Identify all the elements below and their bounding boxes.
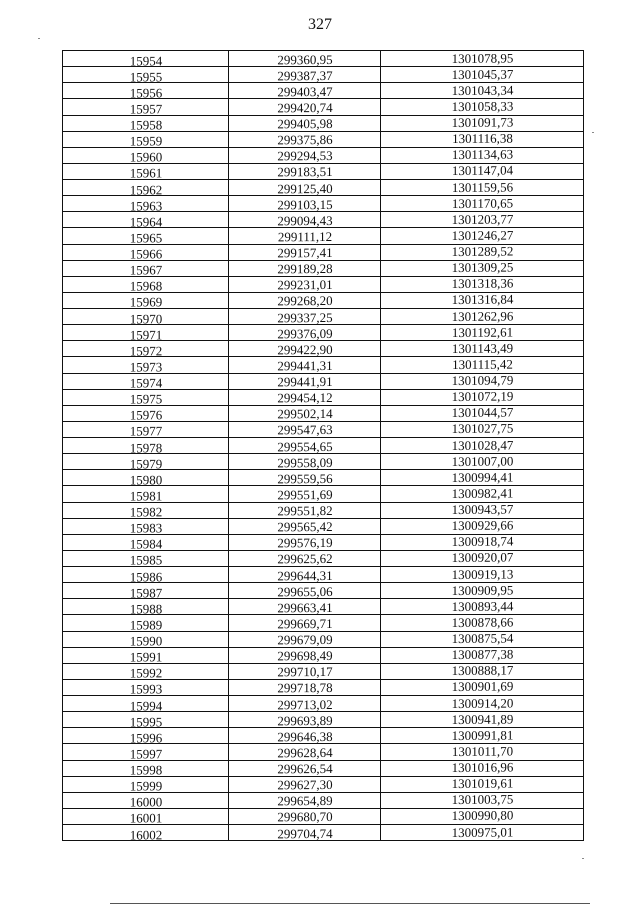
point-number-cell: 16001: [63, 809, 229, 826]
y-coordinate-cell: 1301044,57: [381, 403, 584, 421]
point-number-cell: 15959: [63, 132, 229, 149]
point-number-cell: 15970: [63, 309, 229, 326]
scan-edge-line: [110, 903, 590, 904]
point-number-cell: 15995: [63, 712, 229, 729]
x-coordinate-cell: 299376,09: [229, 324, 381, 341]
point-number-cell: 15972: [63, 341, 229, 358]
scan-speck: [582, 858, 584, 859]
point-number-cell: 15989: [63, 616, 229, 633]
y-coordinate-cell: 1301027,75: [381, 419, 584, 437]
x-coordinate-cell: 299551,82: [229, 502, 381, 519]
y-coordinate-cell: 1301170,65: [381, 194, 584, 212]
x-coordinate-cell: 299710,17: [229, 663, 381, 680]
point-number-cell: 15966: [63, 245, 229, 262]
point-number-cell: 15961: [63, 164, 229, 181]
y-coordinate-cell: 1300909,95: [381, 581, 584, 599]
x-coordinate-cell: 299576,19: [229, 534, 381, 551]
x-coordinate-cell: 299551,69: [229, 485, 381, 502]
x-coordinate-cell: 299644,31: [229, 566, 381, 583]
x-coordinate-cell: 299183,51: [229, 163, 381, 180]
point-number-cell: 15956: [63, 83, 229, 100]
y-coordinate-cell: 1300901,69: [381, 677, 584, 695]
y-coordinate-cell: 1300994,41: [381, 468, 584, 486]
x-coordinate-cell: 299441,31: [229, 356, 381, 373]
x-coordinate-cell: 299718,78: [229, 679, 381, 696]
y-coordinate-cell: 1301019,61: [381, 774, 584, 792]
y-coordinate-cell: 1301143,49: [381, 339, 584, 357]
point-number-cell: 15976: [63, 406, 229, 423]
x-coordinate-cell: 299387,37: [229, 66, 381, 83]
y-coordinate-cell: 1301192,61: [381, 323, 584, 341]
y-coordinate-cell: 1301262,96: [381, 306, 584, 324]
x-coordinate-cell: 299231,01: [229, 276, 381, 293]
point-number-cell: 15964: [63, 212, 229, 229]
x-coordinate-cell: 299704,74: [229, 824, 381, 841]
point-number-cell: 15975: [63, 390, 229, 407]
point-number-cell: 15974: [63, 374, 229, 391]
point-number-cell: 15971: [63, 325, 229, 342]
x-coordinate-cell: 299294,53: [229, 147, 381, 164]
point-number-cell: 15990: [63, 632, 229, 649]
y-coordinate-cell: 1301159,56: [381, 177, 584, 195]
y-coordinate-cell: 1301246,27: [381, 226, 584, 244]
point-number-cell: 15980: [63, 470, 229, 487]
x-coordinate-cell: 299698,49: [229, 647, 381, 664]
x-coordinate-cell: 299103,15: [229, 195, 381, 212]
x-coordinate-cell: 299454,12: [229, 389, 381, 406]
point-number-cell: 15955: [63, 67, 229, 84]
y-coordinate-cell: 1301115,42: [381, 355, 584, 373]
page-number: 327: [308, 16, 332, 33]
point-number-cell: 15977: [63, 422, 229, 439]
point-number-cell: 16000: [63, 793, 229, 810]
x-coordinate-cell: 299547,63: [229, 421, 381, 438]
y-coordinate-cell: 1300929,66: [381, 516, 584, 534]
x-coordinate-cell: 299669,71: [229, 614, 381, 631]
y-coordinate-cell: 1301072,19: [381, 387, 584, 405]
point-number-cell: 16002: [63, 825, 229, 842]
y-coordinate-cell: 1300982,41: [381, 484, 584, 502]
x-coordinate-cell: 299693,89: [229, 711, 381, 728]
y-coordinate-cell: 1300914,20: [381, 693, 584, 711]
point-number-cell: 15992: [63, 664, 229, 681]
point-number-cell: 15996: [63, 728, 229, 745]
point-number-cell: 15998: [63, 761, 229, 778]
y-coordinate-cell: 1301316,84: [381, 290, 584, 308]
y-coordinate-cell: 1301016,96: [381, 758, 584, 776]
y-coordinate-cell: 1300991,81: [381, 726, 584, 744]
y-coordinate-cell: 1301003,75: [381, 790, 584, 808]
x-coordinate-cell: 299654,89: [229, 792, 381, 809]
y-coordinate-cell: 1300943,57: [381, 500, 584, 518]
x-coordinate-cell: 299679,09: [229, 631, 381, 648]
point-number-cell: 15994: [63, 696, 229, 713]
y-coordinate-cell: 1300878,66: [381, 613, 584, 631]
x-coordinate-cell: 299565,42: [229, 518, 381, 535]
y-coordinate-cell: 1301309,25: [381, 258, 584, 276]
point-number-cell: 15965: [63, 229, 229, 246]
y-coordinate-cell: 1301147,04: [381, 161, 584, 179]
x-coordinate-cell: 299626,54: [229, 760, 381, 777]
x-coordinate-cell: 299680,70: [229, 808, 381, 825]
y-coordinate-cell: 1300920,07: [381, 548, 584, 566]
x-coordinate-cell: 299337,25: [229, 308, 381, 325]
point-number-cell: 15978: [63, 438, 229, 455]
point-number-cell: 15986: [63, 567, 229, 584]
y-coordinate-cell: 1300918,74: [381, 532, 584, 550]
x-coordinate-cell: 299422,90: [229, 340, 381, 357]
point-number-cell: 15973: [63, 358, 229, 375]
y-coordinate-cell: 1301289,52: [381, 242, 584, 260]
x-coordinate-cell: 299559,56: [229, 469, 381, 486]
y-coordinate-cell: 1301058,33: [381, 97, 584, 115]
y-coordinate-cell: 1301078,95: [381, 48, 584, 66]
point-number-cell: 15987: [63, 583, 229, 600]
x-coordinate-cell: 299189,28: [229, 260, 381, 277]
coordinates-table-body: [63, 51, 584, 841]
x-coordinate-cell: 299663,41: [229, 598, 381, 615]
x-coordinate-cell: 299420,74: [229, 98, 381, 115]
y-coordinate-cell: 1301028,47: [381, 435, 584, 453]
x-coordinate-cell: 299375,86: [229, 131, 381, 148]
y-coordinate-cell: 1300875,54: [381, 629, 584, 647]
point-number-cell: 15960: [63, 148, 229, 165]
x-coordinate-cell: 299094,43: [229, 211, 381, 228]
x-coordinate-cell: 299627,30: [229, 776, 381, 793]
coordinates-table: [62, 50, 584, 841]
point-number-cell: 15962: [63, 180, 229, 197]
x-coordinate-cell: 299111,12: [229, 227, 381, 244]
point-number-cell: 15997: [63, 745, 229, 762]
y-coordinate-cell: 1301134,63: [381, 145, 584, 163]
y-coordinate-cell: 1300990,80: [381, 806, 584, 824]
point-number-cell: 15968: [63, 277, 229, 294]
y-coordinate-cell: 1300975,01: [381, 822, 584, 840]
point-number-cell: 15969: [63, 293, 229, 310]
y-coordinate-cell: 1301094,79: [381, 371, 584, 389]
y-coordinate-cell: 1301318,36: [381, 274, 584, 292]
y-coordinate-cell: 1301007,00: [381, 452, 584, 470]
x-coordinate-cell: 299713,02: [229, 695, 381, 712]
point-number-cell: 15983: [63, 519, 229, 536]
y-coordinate-cell: 1301203,77: [381, 210, 584, 228]
point-number-cell: 15954: [63, 51, 229, 68]
scan-speck: [38, 38, 40, 39]
x-coordinate-cell: 299502,14: [229, 405, 381, 422]
x-coordinate-cell: 299655,06: [229, 582, 381, 599]
y-coordinate-cell: 1300941,89: [381, 710, 584, 728]
x-coordinate-cell: 299625,62: [229, 550, 381, 567]
x-coordinate-cell: 299628,64: [229, 743, 381, 760]
x-coordinate-cell: 299554,65: [229, 437, 381, 454]
point-number-cell: 15984: [63, 535, 229, 552]
y-coordinate-cell: 1300888,17: [381, 661, 584, 679]
y-coordinate-cell: 1300919,13: [381, 564, 584, 582]
x-coordinate-cell: 299125,40: [229, 179, 381, 196]
x-coordinate-cell: 299403,47: [229, 82, 381, 99]
point-number-cell: 15957: [63, 100, 229, 117]
point-number-cell: 15985: [63, 551, 229, 568]
y-coordinate-cell: 1300877,38: [381, 645, 584, 663]
x-coordinate-cell: 299157,41: [229, 244, 381, 261]
y-coordinate-cell: 1300893,44: [381, 597, 584, 615]
point-number-cell: 15967: [63, 261, 229, 278]
y-coordinate-cell: 1301045,37: [381, 65, 584, 83]
x-coordinate-cell: 299558,09: [229, 453, 381, 470]
point-number-cell: 15979: [63, 454, 229, 471]
x-coordinate-cell: 299360,95: [229, 50, 381, 67]
point-number-cell: 15991: [63, 648, 229, 665]
point-number-cell: 15988: [63, 599, 229, 616]
y-coordinate-cell: 1301011,70: [381, 742, 584, 760]
y-coordinate-cell: 1301043,34: [381, 81, 584, 99]
x-coordinate-cell: 299646,38: [229, 727, 381, 744]
x-coordinate-cell: 299405,98: [229, 115, 381, 132]
point-number-cell: 15999: [63, 777, 229, 794]
point-number-cell: 15958: [63, 116, 229, 133]
point-number-cell: 15963: [63, 196, 229, 213]
x-coordinate-cell: 299441,91: [229, 373, 381, 390]
x-coordinate-cell: 299268,20: [229, 292, 381, 309]
y-coordinate-cell: 1301091,73: [381, 113, 584, 131]
scan-speck: [592, 132, 594, 133]
point-number-cell: 15993: [63, 680, 229, 697]
point-number-cell: 15981: [63, 487, 229, 504]
point-number-cell: 15982: [63, 503, 229, 520]
y-coordinate-cell: 1301116,38: [381, 129, 584, 147]
table-row: [63, 822, 584, 842]
